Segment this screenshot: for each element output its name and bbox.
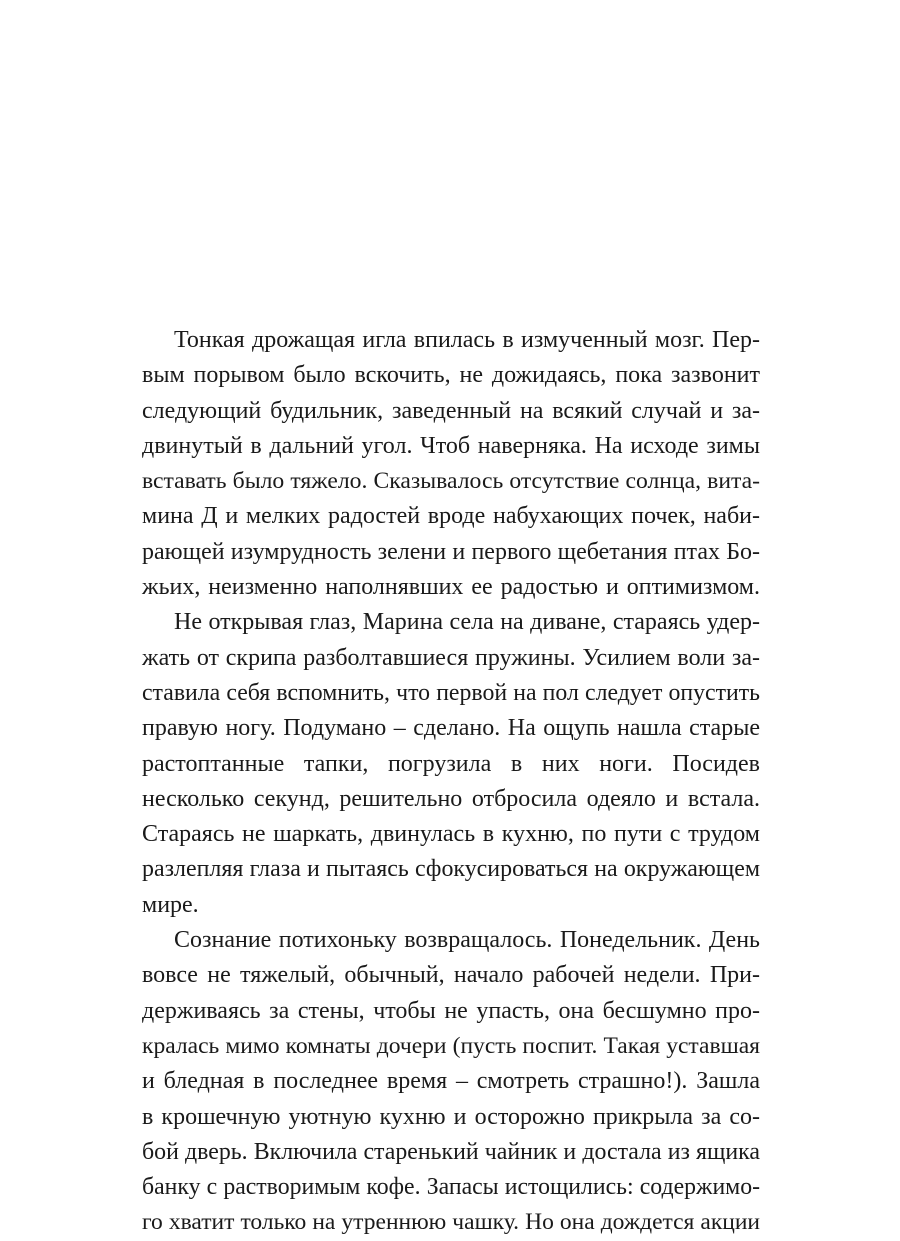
text-line: мина Д и мелких радостей вроде набухающих почек, наби- xyxy=(142,503,760,530)
text-line: банку с растворимым кофе. Запасы истощились: содержимо- xyxy=(142,1174,760,1201)
text-line: растоптанные тапки, погрузила в них ноги. Посидев xyxy=(142,750,760,777)
text-line: Тонкая дрожащая игла впилась в измученный мозг. Пер- xyxy=(174,327,760,353)
text-line: держиваясь за стены, чтобы не упасть, она бесшумно про- xyxy=(142,997,760,1024)
text-line: мире. xyxy=(142,891,199,918)
text-line: следующий будильник, заведенный на всякий случай и за- xyxy=(142,397,760,424)
text-line: правую ногу. Подумано – сделано. На ощупь нашла старые xyxy=(142,715,760,742)
text-line: несколько секунд, решительно отбросила одеяло и встала. xyxy=(142,785,760,812)
paragraph-3 xyxy=(142,923,760,1241)
text-line: Стараясь не шаркать, двинулась в кухню, по пути с трудом xyxy=(142,821,760,848)
paragraph-1 xyxy=(142,323,760,605)
text-line: кралась мимо комнаты дочери (пусть поспит. Такая уставшая xyxy=(142,1032,760,1059)
text-line: Не открывая глаз, Марина села на диване, стараясь удер- xyxy=(174,609,760,636)
text-line: жьих, неизменно наполнявших ее радостью и оптимизмом. xyxy=(142,574,760,601)
text-line: жать от скрипа разболтавшиеся пружины. Усилием воли за- xyxy=(142,644,760,671)
text-line: двинутый в дальний угол. Чтоб наверняка. На исходе зимы xyxy=(142,432,760,459)
text-line: в крошечную уютную кухню и осторожно прикрыла за со- xyxy=(142,1103,760,1130)
text-block xyxy=(142,323,760,1241)
text-line: го хватит только на утреннюю чашку. Но она дождется акции xyxy=(142,1209,760,1236)
text-line: вым порывом было вскочить, не дожидаясь, пока зазвонит xyxy=(142,362,760,389)
text-line: бой дверь. Включила старенький чайник и достала из ящика xyxy=(142,1138,760,1165)
paragraph-2 xyxy=(142,605,760,923)
text-line: ставила себя вспомнить, что первой на пол следует опустить xyxy=(142,679,760,706)
text-line: Сознание потихоньку возвращалось. Понедельник. День xyxy=(174,927,760,954)
text-line: и бледная в последнее время – смотреть страшно!). Зашла xyxy=(142,1068,760,1095)
text-line: вовсе не тяжелый, обычный, начало рабочей недели. При- xyxy=(142,962,760,989)
text-line: вставать было тяжело. Сказывалось отсутствие солнца, вита- xyxy=(142,468,760,495)
text-line: рающей изумрудность зелени и первого щебетания птах Бо- xyxy=(142,538,760,565)
text-line: разлепляя глаза и пытаясь сфокусироваться на окружающем xyxy=(142,856,760,883)
